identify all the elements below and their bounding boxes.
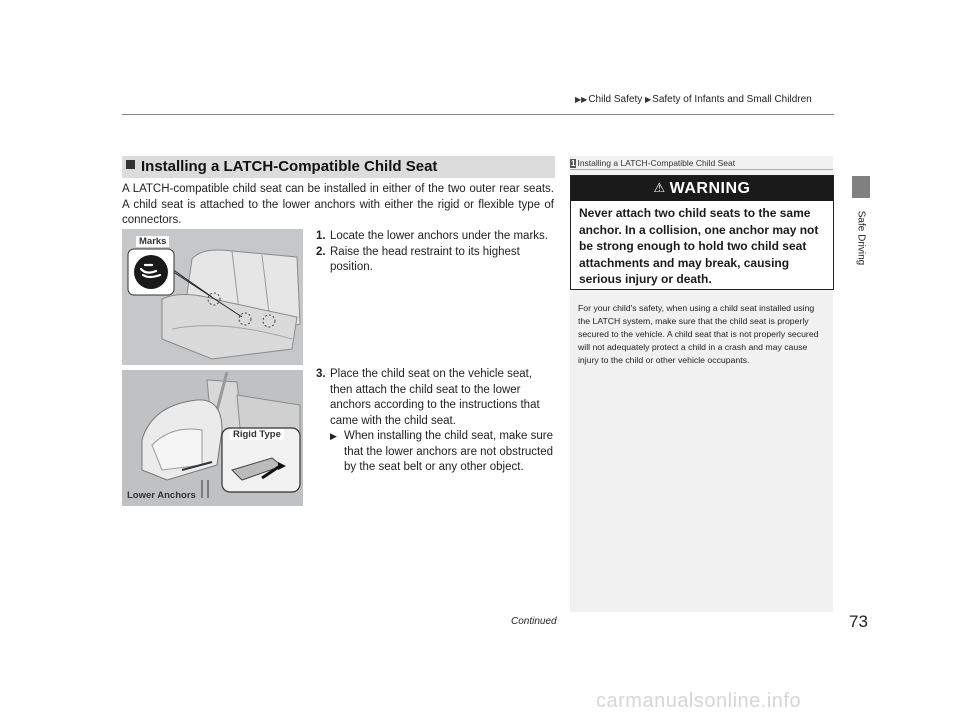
breadcrumb — [575, 94, 812, 105]
step-item — [316, 229, 556, 245]
breadcrumb-arrow-icon: ▶▶ — [575, 95, 588, 104]
step-item — [316, 245, 556, 276]
step-text: Place the child seat on the vehicle seat, then attach the child seat to the lower anchors according to the instructions that came with the child seat. — [330, 368, 540, 427]
warning-box — [570, 175, 834, 290]
breadcrumb-item-child-safety[interactable]: Child Safety — [588, 94, 643, 105]
note-number: 1 — [571, 159, 576, 168]
intro-paragraph: A LATCH-compatible child seat can be installed in either of the two outer rear seats. A child seat is attached to the lower anchors with either the rigid or flexible type of connectors. — [122, 183, 554, 226]
step-sub-text: When installing the child seat, make sure that the lower anchors are not obstructed by the seat belt or any other object. — [344, 430, 554, 473]
breadcrumb-arrow-icon: ▶ — [645, 95, 652, 104]
page-number: 73 — [849, 612, 868, 631]
section-title: Installing a LATCH-Compatible Child Seat — [141, 158, 438, 175]
warning-triangle-icon: ⚠ — [653, 180, 666, 195]
side-tab-marker — [852, 176, 870, 198]
sub-arrow-icon: ▶ — [330, 431, 337, 441]
note-body: For your child's safety, when using a child seat installed using the LATCH system, make sure that the child seat is properly secured to the vehicle. A child seat that is not properly secured will not adequately protect a child in a crash and may cause injury to the child or other vehicle occupants. — [578, 303, 819, 365]
breadcrumb-item-safety-infants[interactable]: Safety of Infants and Small Children — [652, 94, 812, 105]
section-heading — [122, 156, 555, 178]
note-divider — [570, 169, 833, 170]
step-sub-item — [316, 429, 556, 476]
rigid-type-label: Rigid Type — [230, 429, 284, 440]
header-divider — [122, 114, 834, 115]
heading-square-icon — [126, 160, 135, 169]
note-title-text: Installing a LATCH-Compatible Child Seat — [577, 158, 736, 168]
steps-3 — [316, 367, 556, 476]
side-tab[interactable] — [851, 203, 871, 273]
step-text: Locate the lower anchors under the marks. — [330, 230, 548, 242]
watermark: carmanualsonline.info — [596, 690, 802, 712]
note-title — [570, 158, 735, 168]
lower-anchors-label: Lower Anchors — [124, 490, 199, 501]
rear-seat-illustration — [122, 229, 303, 365]
step-number: 3. — [316, 368, 326, 380]
step-item — [316, 367, 556, 429]
step-number: 1. — [316, 230, 326, 242]
step-text: Raise the head restraint to its highest position. — [330, 245, 520, 273]
warning-heading: WARNING — [669, 180, 751, 197]
warning-text: Never attach two child seats to the same anchor. In a collision, one anchor may not be strong enough to hold two child seat attachments and may break, causing serious injury or death. — [579, 206, 819, 286]
child-seat-illustration — [122, 370, 303, 506]
step-number: 2. — [316, 245, 326, 258]
side-tab-label: Safe Driving — [855, 210, 867, 266]
continued-label: Continued — [511, 616, 557, 627]
marks-label: Marks — [136, 236, 169, 247]
rear-seat-drawing — [122, 229, 303, 365]
warning-header — [571, 176, 833, 201]
steps-1-2 — [316, 229, 556, 276]
